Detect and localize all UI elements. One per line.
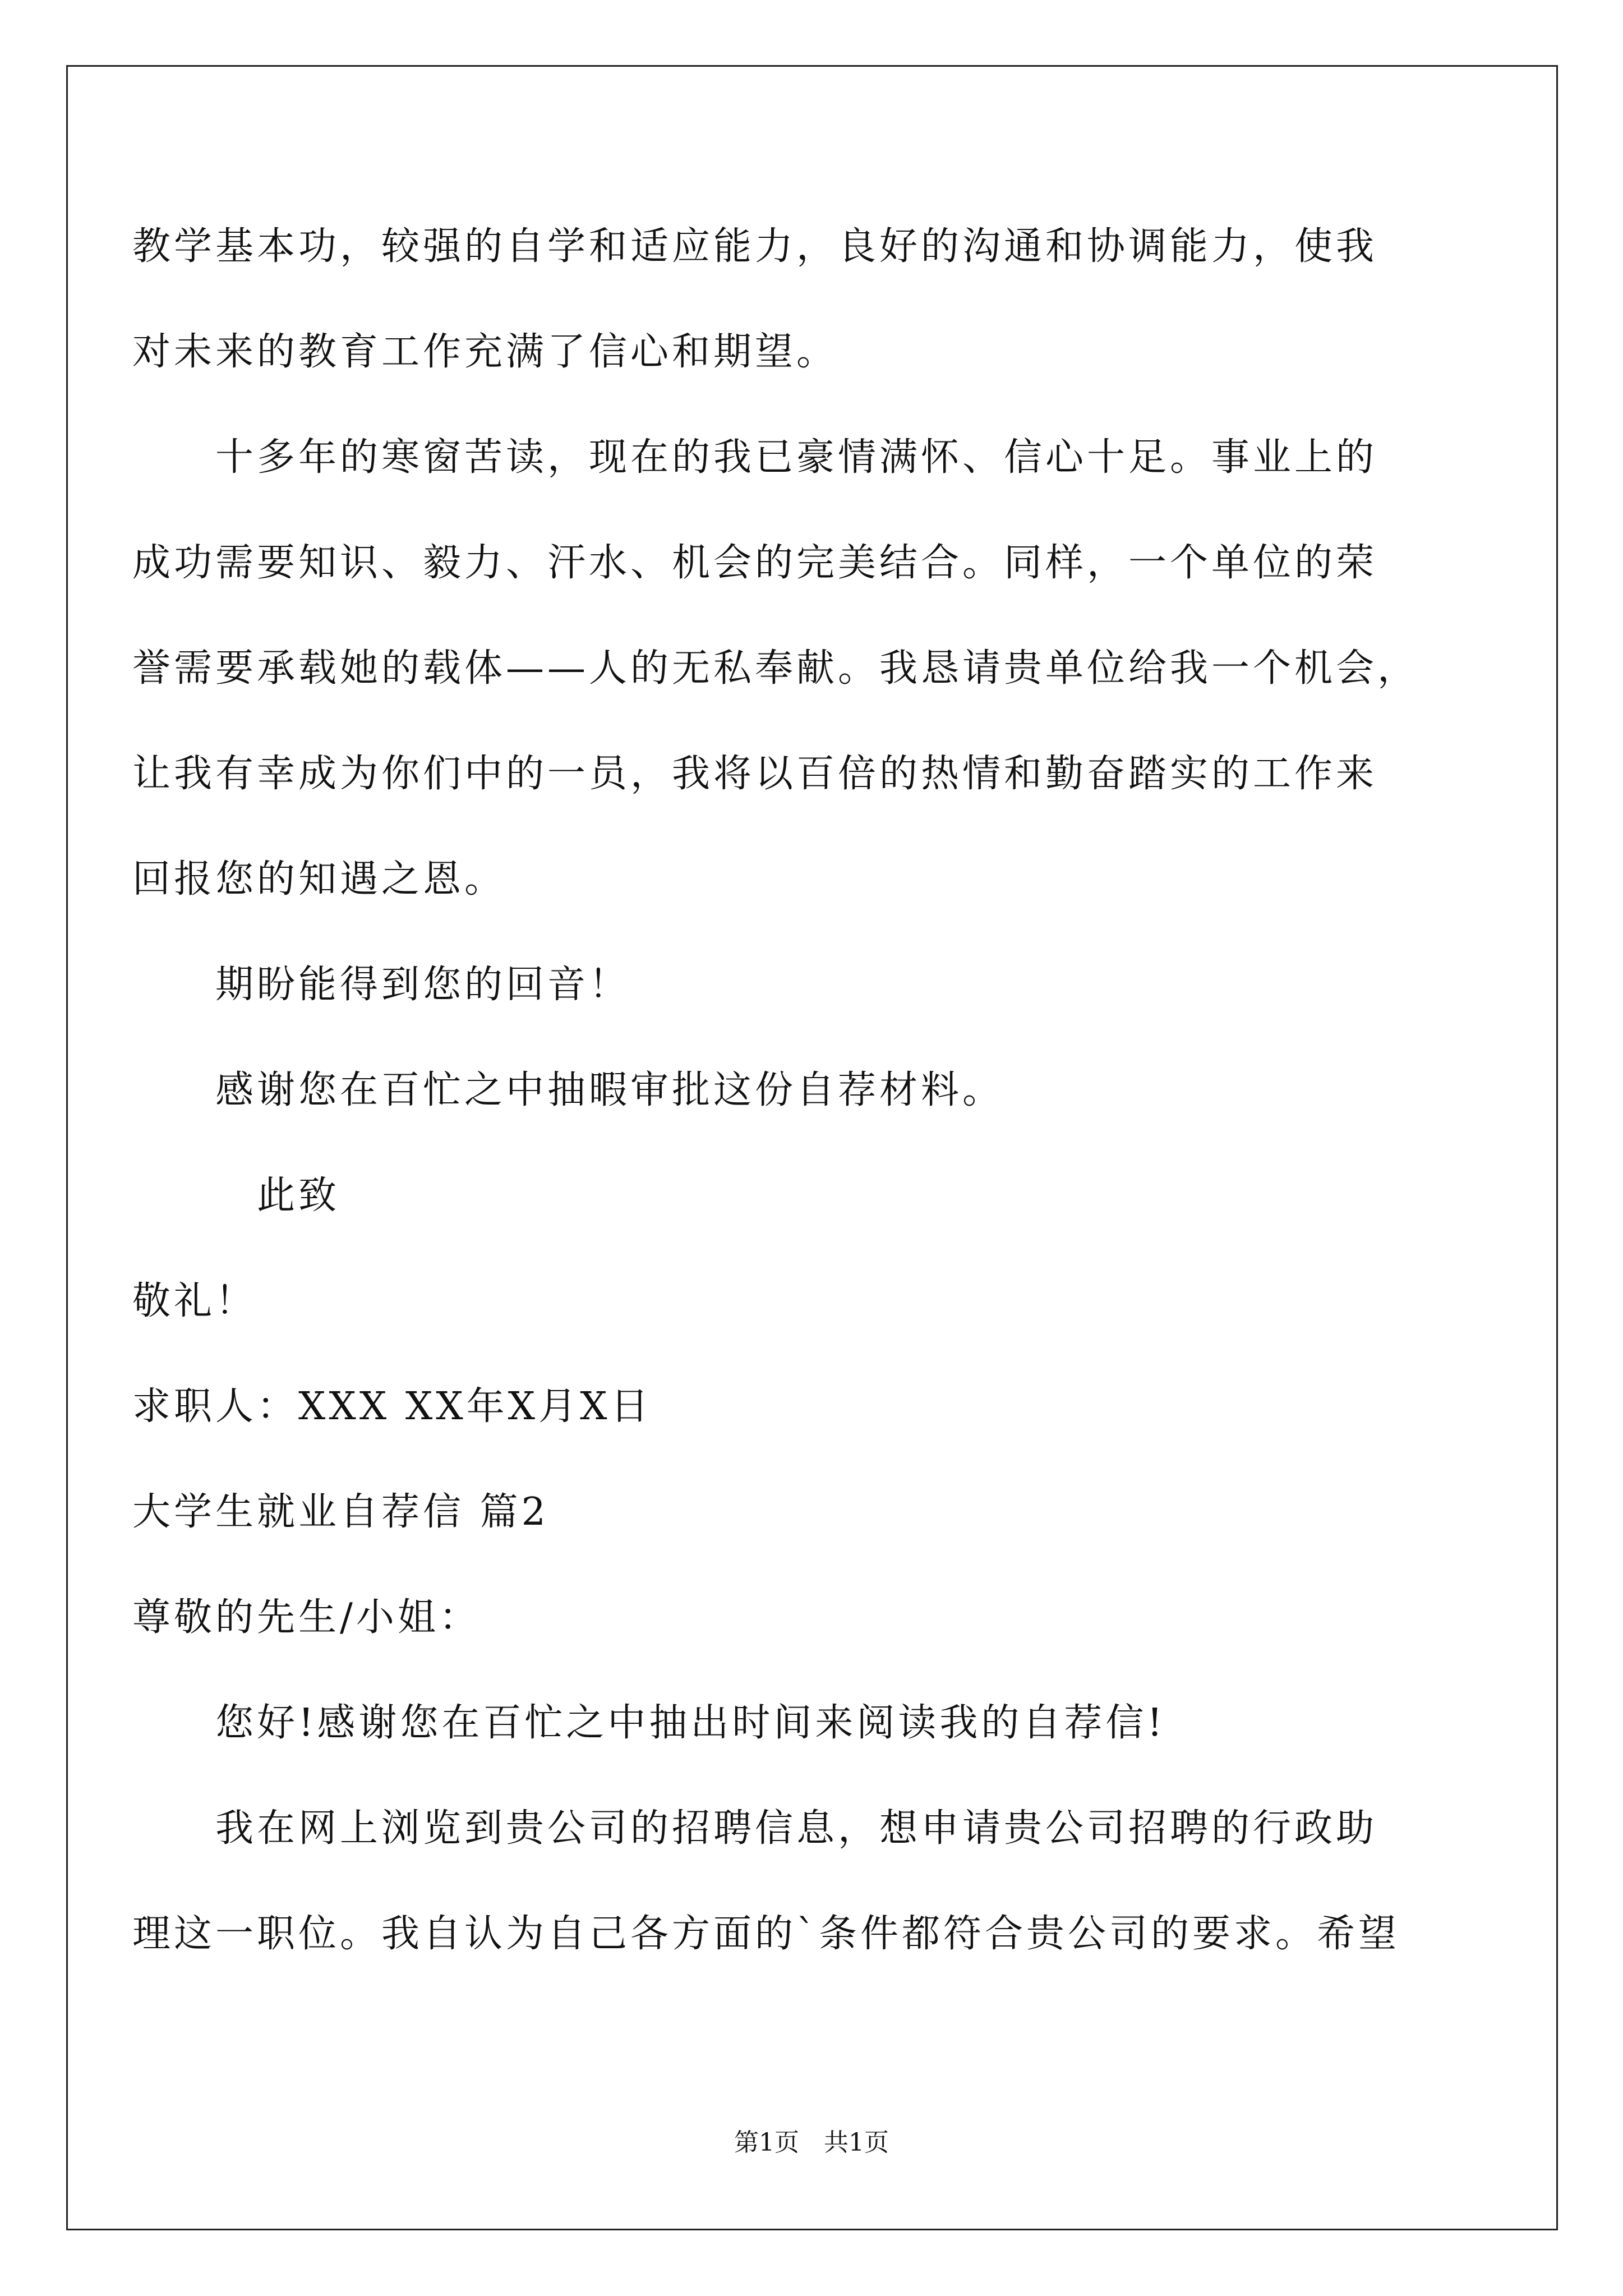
paragraph-line: 让我有幸成为你们中的一员，我将以百倍的热情和勤奋踏实的工作来 bbox=[132, 752, 1378, 796]
section-heading: 大学生就业自荐信 篇2 bbox=[132, 1490, 549, 1534]
paragraph-line: 对未来的教育工作充满了信心和期望。 bbox=[132, 330, 838, 374]
paragraph-line: 我在网上浏览到贵公司的招聘信息，想申请贵公司招聘的行政助 bbox=[132, 1806, 1378, 1851]
paragraph-line: 十多年的寒窗苦读，现在的我已豪情满怀、信心十足。事业上的 bbox=[132, 435, 1378, 480]
closing-salutation: 此致 bbox=[132, 1174, 340, 1218]
signature-line: 求职人：XXX XX年X月X日 bbox=[132, 1384, 652, 1429]
paragraph-line: 您好!感谢您在百忙之中抽出时间来阅读我的自荐信! bbox=[132, 1701, 1166, 1745]
paragraph-line: 感谢您在百忙之中抽暇审批这份自荐材料。 bbox=[132, 1068, 1004, 1112]
paragraph-line: 成功需要知识、毅力、汗水、机会的完美结合。同样，一个单位的荣 bbox=[132, 541, 1378, 585]
closing-regards: 敬礼！ bbox=[132, 1279, 257, 1323]
paragraph-line: 回报您的知遇之恩。 bbox=[132, 857, 506, 901]
greeting: 尊敬的先生/小姐： bbox=[132, 1595, 481, 1640]
page-number-footer: 第1页 共1页 bbox=[734, 2128, 889, 2157]
paragraph-line: 誉需要承载她的载体——人的无私奉献。我恳请贵单位给我一个机会， bbox=[132, 646, 1419, 691]
paragraph-line: 理这一职位。我自认为自己各方面的`条件都符合贵公司的要求。希望 bbox=[132, 1912, 1400, 1956]
paragraph-line: 期盼能得到您的回音！ bbox=[132, 963, 631, 1007]
paragraph-line: 教学基本功，较强的自学和适应能力，良好的沟通和协调能力，使我 bbox=[132, 224, 1378, 269]
